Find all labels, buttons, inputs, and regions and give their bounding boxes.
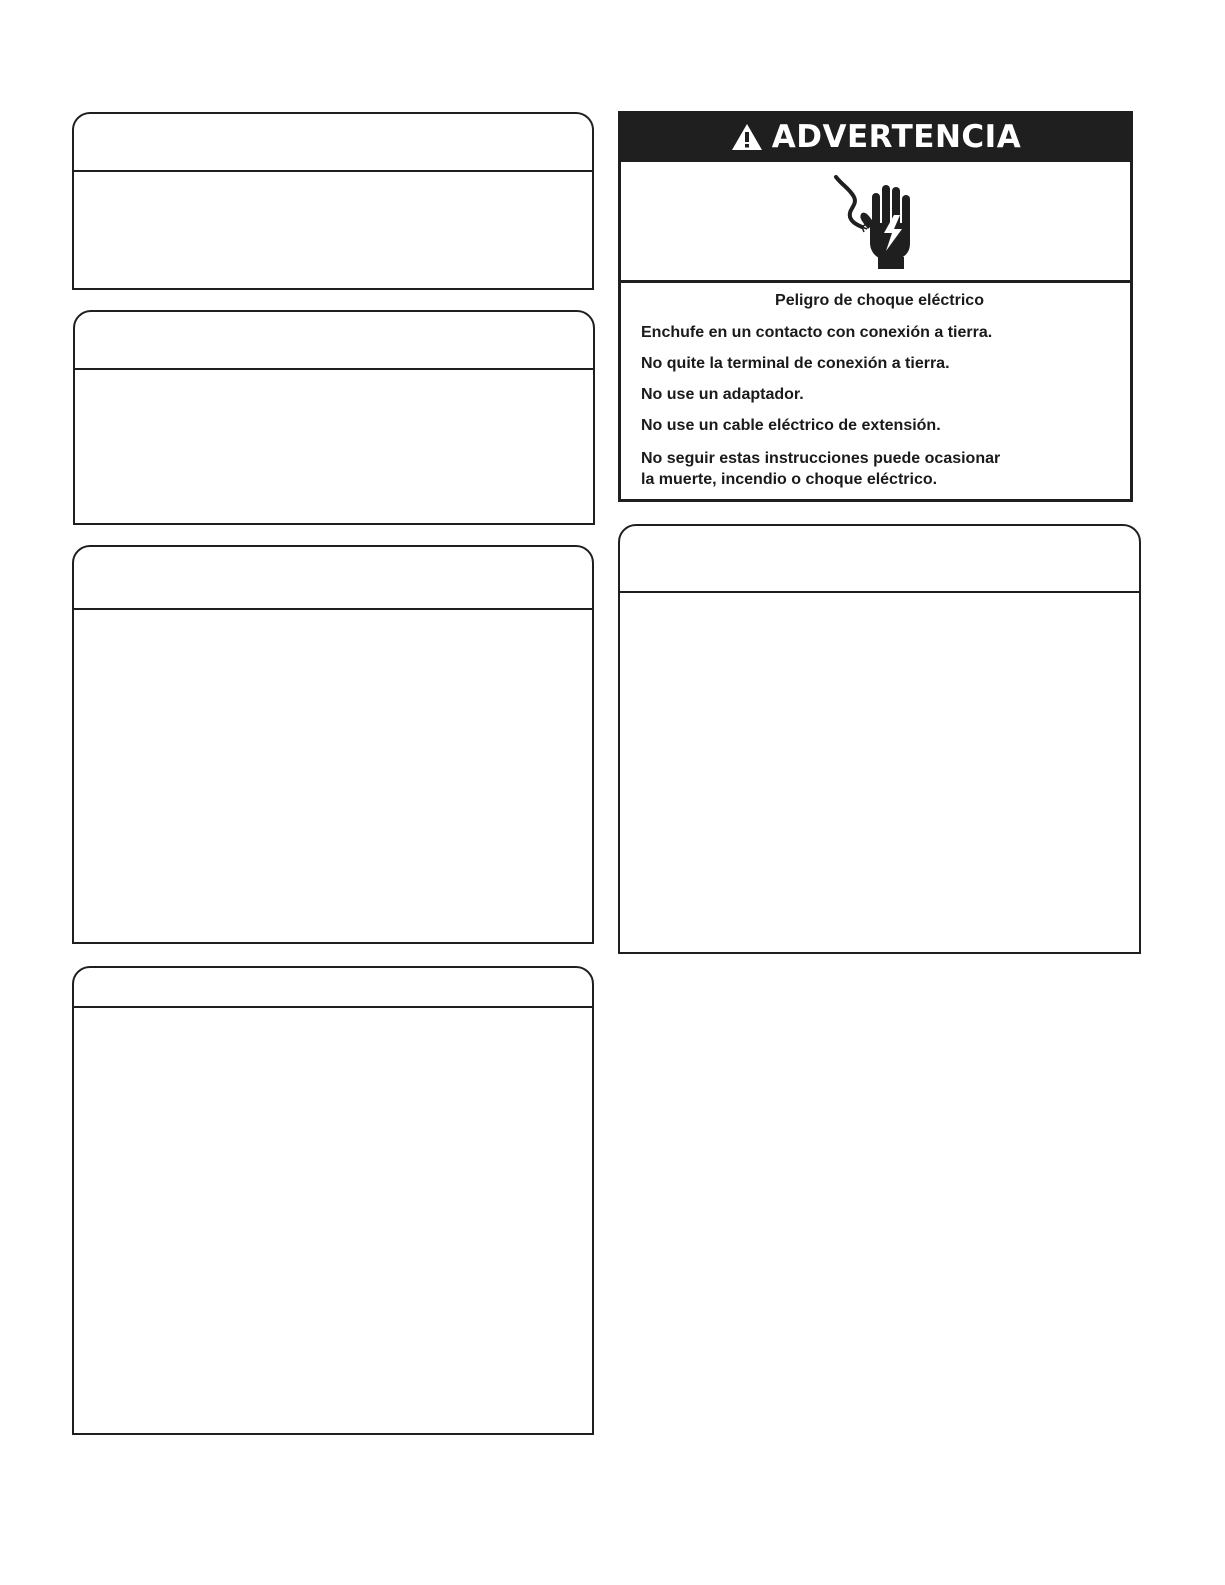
warning-line-4: No use un cable eléctrico de extensión.	[641, 417, 941, 434]
blank-panel-2-header	[75, 312, 593, 370]
warning-line-2: No quite la terminal de conexión a tierra.	[641, 355, 950, 372]
warning-triangle-icon	[730, 122, 764, 152]
blank-panel-4-header	[74, 968, 592, 1008]
blank-panel-1	[72, 112, 594, 290]
warning-line-3: No use un adaptador.	[641, 386, 804, 403]
warning-title-bar	[621, 114, 1130, 160]
hazard-icon-area	[621, 160, 1130, 283]
warning-heading: Peligro de choque eléctrico	[775, 292, 984, 309]
blank-panel-2	[73, 310, 595, 525]
blank-panel-3	[72, 545, 594, 944]
blank-panel-5-header	[620, 526, 1139, 593]
warning-line-1: Enchufe en un contacto con conexión a tierra.	[641, 324, 993, 341]
blank-panel-4	[72, 966, 594, 1435]
blank-panel-1-header	[74, 114, 592, 172]
blank-panel-3-header	[74, 547, 592, 610]
warning-text	[641, 292, 1118, 503]
blank-panel-5	[618, 524, 1141, 954]
warning-line-5: No seguir estas instrucciones puede ocasionar la muerte, incendio o choque eléctrico.	[641, 450, 1001, 488]
electric-shock-hand-icon	[828, 171, 924, 271]
electrical-warning-box	[618, 111, 1133, 502]
warning-title: ADVERTENCIA	[771, 119, 1022, 155]
